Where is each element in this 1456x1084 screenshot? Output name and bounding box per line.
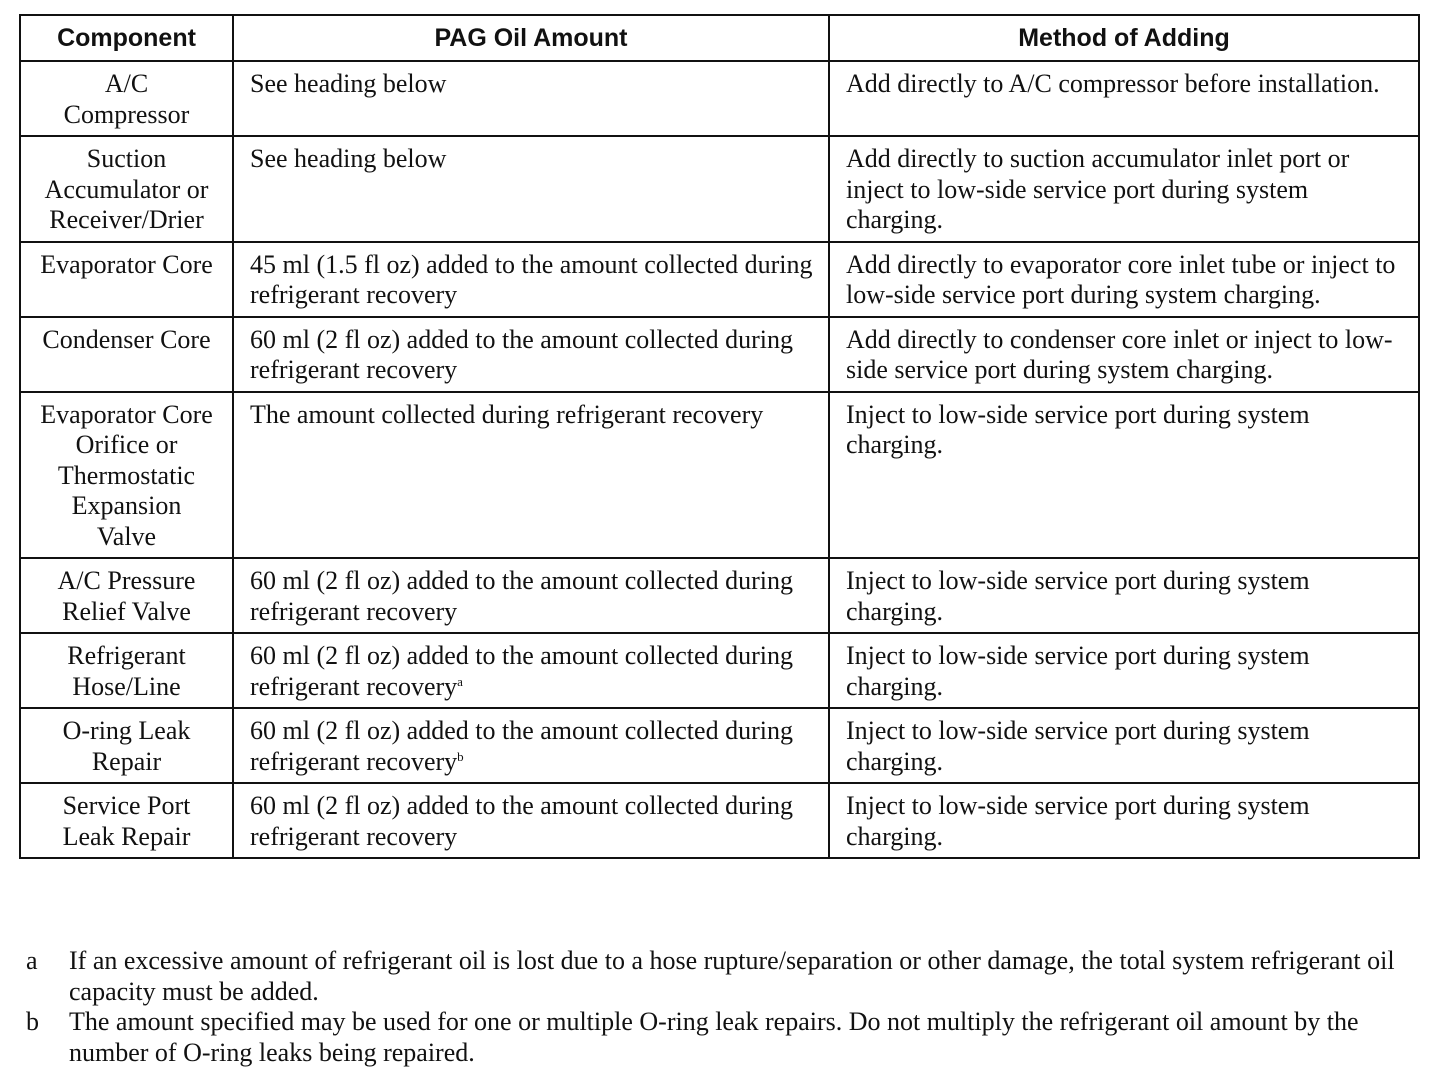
table-row <box>20 136 1419 242</box>
method-cell <box>829 61 1419 136</box>
component-line: Relief Valve <box>62 596 191 626</box>
table-row <box>20 558 1419 633</box>
method-cell <box>829 392 1419 559</box>
table-row <box>20 783 1419 858</box>
component-line: Orifice or <box>75 430 178 459</box>
method-text: Inject to low-side service port during system charging. <box>846 399 1310 459</box>
component-cell <box>20 708 233 783</box>
component-line: Leak Repair <box>62 821 191 851</box>
table-row <box>20 633 1419 708</box>
pag-oil-table <box>19 14 1420 859</box>
oil-amount-text: The amount collected during refrigerant recovery <box>250 399 764 429</box>
method-text: Inject to low-side service port during system charging. <box>846 641 1310 701</box>
oil-amount-cell <box>233 317 829 392</box>
method-cell <box>829 708 1419 783</box>
oil-amount-text: 60 ml (2 fl oz) added to the amount collected during refrigerant recovery <box>250 566 793 626</box>
component-cell <box>20 392 233 559</box>
footnote-text: The amount specified may be used for one or multiple O-ring leak repairs. Do not multiply the refrigerant oil amount by the number of O-ring leaks being repaired. <box>69 1007 1359 1067</box>
footnote-mark: a <box>26 946 38 975</box>
method-text: Inject to low-side service port during system charging. <box>846 716 1310 776</box>
header-pag-oil-amount: PAG Oil Amount <box>233 15 829 61</box>
component-cell <box>20 61 233 136</box>
oil-amount-cell <box>233 558 829 633</box>
method-text: Add directly to evaporator core inlet tube or inject to low-side service port during system charging. <box>846 249 1396 309</box>
component-line: Thermostatic <box>57 460 196 490</box>
footnote-mark: b <box>26 1007 39 1036</box>
method-cell <box>829 558 1419 633</box>
method-text: Inject to low-side service port during system charging. <box>846 791 1310 851</box>
component-line: Condenser Core <box>42 324 211 354</box>
component-cell <box>20 317 233 392</box>
component-cell <box>20 783 233 858</box>
method-text: Add directly to condenser core inlet or inject to low-side service port during system charging. <box>846 324 1393 384</box>
component-line: Repair <box>91 746 162 776</box>
component-line: Accumulator or <box>44 174 209 204</box>
oil-amount-cell <box>233 242 829 317</box>
component-line: Service Port <box>62 791 191 820</box>
footnote-text: If an excessive amount of refrigerant oil is lost due to a hose rupture/separation or other damage, the total system refrigerant oil capacity must be added. <box>69 946 1395 1006</box>
component-cell <box>20 242 233 317</box>
component-line: O-ring Leak <box>62 716 191 745</box>
oil-amount-text: See heading below <box>250 69 447 98</box>
oil-amount-cell <box>233 61 829 136</box>
component-line: Receiver/Drier <box>49 205 204 234</box>
footnote <box>26 946 1426 1007</box>
oil-amount-text: 60 ml (2 fl oz) added to the amount collected during refrigerant recovery <box>250 716 793 776</box>
component-line: Valve <box>96 521 157 551</box>
table-row <box>20 708 1419 783</box>
method-cell <box>829 633 1419 708</box>
table-row <box>20 61 1419 136</box>
component-cell <box>20 136 233 242</box>
component-line: A/C Pressure <box>57 566 196 595</box>
method-cell <box>829 783 1419 858</box>
oil-amount-cell <box>233 783 829 858</box>
method-cell <box>829 136 1419 242</box>
footnote-reference: b <box>457 748 464 764</box>
oil-amount-text: 60 ml (2 fl oz) added to the amount collected during refrigerant recovery <box>250 641 793 701</box>
method-cell <box>829 317 1419 392</box>
oil-amount-text: 60 ml (2 fl oz) added to the amount collected during refrigerant recovery <box>250 324 793 384</box>
component-line: Refrigerant <box>67 641 186 670</box>
table-row <box>20 242 1419 317</box>
oil-amount-cell <box>233 633 829 708</box>
footnotes <box>26 946 1426 1068</box>
oil-amount-cell <box>233 136 829 242</box>
footnote <box>26 1007 1426 1068</box>
table-row <box>20 317 1419 392</box>
table-header-row <box>20 15 1419 61</box>
method-cell <box>829 242 1419 317</box>
component-line: Compressor <box>63 99 190 129</box>
header-component: Component <box>20 15 233 61</box>
component-line: Evaporator Core <box>40 249 213 279</box>
method-text: Inject to low-side service port during system charging. <box>846 566 1310 626</box>
component-line: A/C <box>104 69 149 98</box>
component-cell <box>20 633 233 708</box>
oil-amount-cell <box>233 708 829 783</box>
component-line: Suction <box>86 144 167 173</box>
component-line: Evaporator Core <box>40 399 213 429</box>
method-text: Add directly to A/C compressor before installation. <box>846 69 1380 98</box>
component-cell <box>20 558 233 633</box>
table-body <box>20 61 1419 858</box>
footnote-reference: a <box>457 673 463 689</box>
component-line: Expansion <box>71 491 182 520</box>
oil-amount-text: See heading below <box>250 144 447 173</box>
header-method-of-adding: Method of Adding <box>829 15 1419 61</box>
table-row <box>20 392 1419 559</box>
oil-amount-cell <box>233 392 829 559</box>
method-text: Add directly to suction accumulator inlet port or inject to low-side service port during system charging. <box>846 144 1350 234</box>
oil-amount-text: 45 ml (1.5 fl oz) added to the amount collected during refrigerant recovery <box>250 249 813 309</box>
component-line: Hose/Line <box>72 671 181 701</box>
oil-amount-text: 60 ml (2 fl oz) added to the amount collected during refrigerant recovery <box>250 791 793 851</box>
